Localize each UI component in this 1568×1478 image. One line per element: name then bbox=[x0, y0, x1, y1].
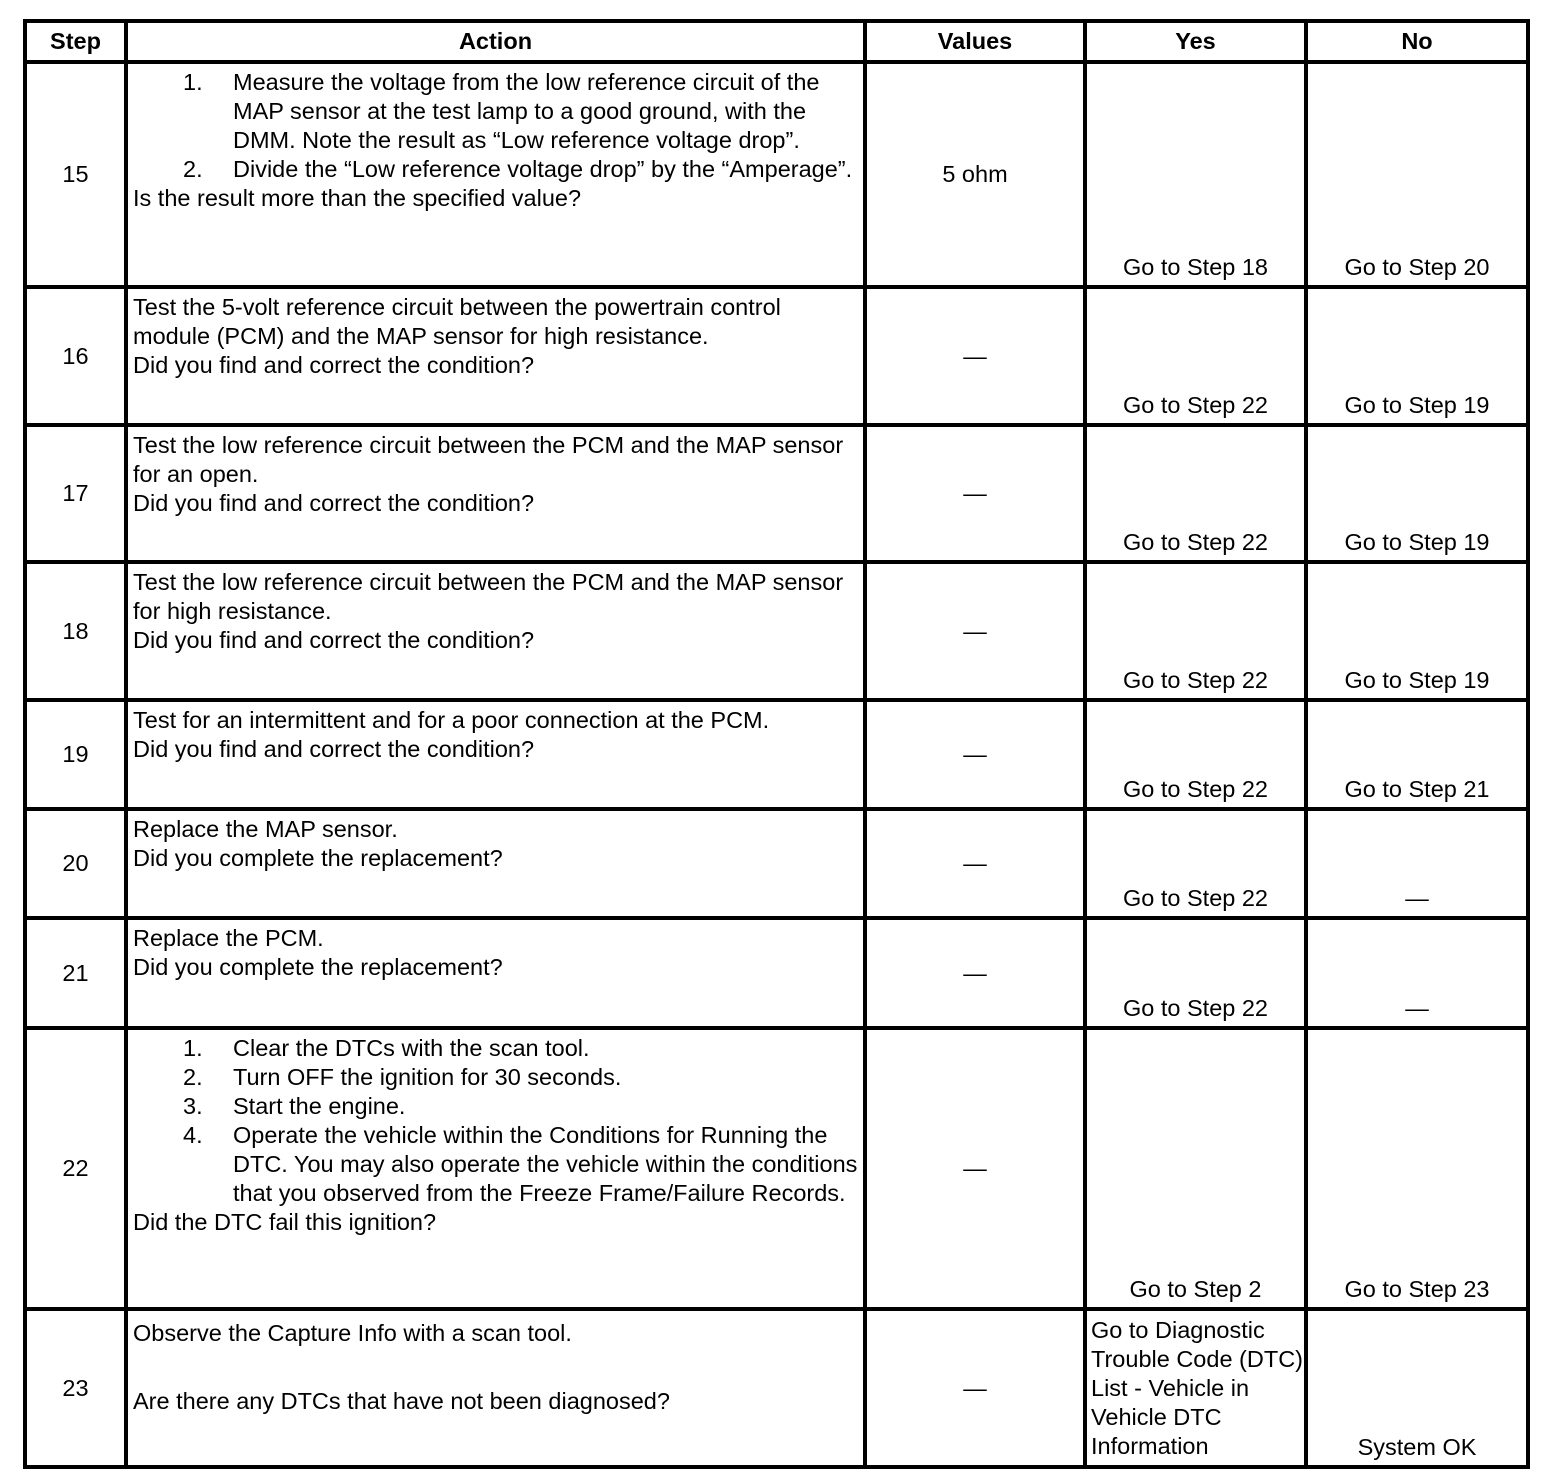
list-item: 2. Divide the “Low reference voltage drop” by the “Amperage”. bbox=[183, 156, 853, 182]
values-cell: — bbox=[865, 1028, 1085, 1309]
table-row bbox=[25, 809, 1528, 918]
header-values: Values bbox=[865, 21, 1085, 62]
list-item: 2. Turn OFF the ignition for 30 seconds. bbox=[183, 1064, 622, 1090]
step-number: 18 bbox=[25, 562, 126, 700]
header-step: Step bbox=[25, 21, 126, 62]
yes-cell: Go to Step 18 bbox=[1085, 62, 1306, 287]
step-number: 15 bbox=[25, 62, 126, 287]
header-action: Action bbox=[126, 21, 865, 62]
step-number: 16 bbox=[25, 287, 126, 425]
values-cell: — bbox=[865, 918, 1085, 1028]
table-row bbox=[25, 425, 1528, 562]
list-item: 1. Clear the DTCs with the scan tool. bbox=[183, 1035, 590, 1061]
no-cell: Go to Step 23 bbox=[1306, 1028, 1528, 1309]
list-item: 1. Measure the voltage from the low reference circuit of the MAP sensor at the test lamp to a good ground, with the DMM. Note the result as “Low reference voltage drop”. bbox=[183, 69, 820, 153]
action-cell bbox=[126, 62, 865, 287]
step-number: 20 bbox=[25, 809, 126, 918]
values-cell: — bbox=[865, 1309, 1085, 1467]
action-question: Did you complete the replacement? bbox=[133, 845, 503, 871]
step-number: 17 bbox=[25, 425, 126, 562]
action-list bbox=[133, 1034, 859, 1208]
action-question: Did you find and correct the condition? bbox=[133, 627, 535, 653]
action-text: Test the low reference circuit between the PCM and the MAP sensor for an open. bbox=[133, 432, 844, 487]
yes-cell: Go to Step 22 bbox=[1085, 287, 1306, 425]
values-cell: — bbox=[865, 809, 1085, 918]
action-text: Test for an intermittent and for a poor connection at the PCM. bbox=[133, 707, 770, 733]
yes-cell: Go to Diagnostic Trouble Code (DTC) List - Vehicle in Vehicle DTC Information bbox=[1085, 1309, 1306, 1467]
action-list bbox=[133, 68, 859, 184]
action-cell bbox=[126, 1028, 865, 1309]
action-question: Did you find and correct the condition? bbox=[133, 352, 535, 378]
yes-cell: Go to Step 22 bbox=[1085, 562, 1306, 700]
table-row bbox=[25, 1028, 1528, 1309]
header-no: No bbox=[1306, 21, 1528, 62]
yes-cell: Go to Step 22 bbox=[1085, 425, 1306, 562]
step-number: 22 bbox=[25, 1028, 126, 1309]
step-number: 21 bbox=[25, 918, 126, 1028]
action-question: Did you complete the replacement? bbox=[133, 954, 503, 980]
no-cell: Go to Step 21 bbox=[1306, 700, 1528, 809]
no-cell: — bbox=[1306, 809, 1528, 918]
action-text: Test the low reference circuit between the PCM and the MAP sensor for high resistance. bbox=[133, 569, 844, 624]
yes-cell: Go to Step 22 bbox=[1085, 809, 1306, 918]
action-cell bbox=[126, 562, 865, 700]
table-row bbox=[25, 562, 1528, 700]
action-text: Replace the PCM. bbox=[133, 925, 324, 951]
table-row bbox=[25, 1309, 1528, 1467]
action-text: Replace the MAP sensor. bbox=[133, 816, 398, 842]
yes-cell: Go to Step 22 bbox=[1085, 700, 1306, 809]
action-question: Did you find and correct the condition? bbox=[133, 736, 535, 762]
list-item: 3. Start the engine. bbox=[183, 1093, 406, 1119]
no-cell: Go to Step 20 bbox=[1306, 62, 1528, 287]
header-yes: Yes bbox=[1085, 21, 1306, 62]
table-row bbox=[25, 62, 1528, 287]
table-row bbox=[25, 287, 1528, 425]
yes-cell: Go to Step 2 bbox=[1085, 1028, 1306, 1309]
yes-cell: Go to Step 22 bbox=[1085, 918, 1306, 1028]
step-number: 23 bbox=[25, 1309, 126, 1467]
table-row bbox=[25, 918, 1528, 1028]
action-question: Is the result more than the specified value? bbox=[133, 185, 582, 211]
action-question: Are there any DTCs that have not been diagnosed? bbox=[133, 1388, 670, 1414]
no-cell: — bbox=[1306, 918, 1528, 1028]
action-question: Did the DTC fail this ignition? bbox=[133, 1209, 437, 1235]
action-cell bbox=[126, 809, 865, 918]
action-cell bbox=[126, 700, 865, 809]
diagnostic-table bbox=[23, 19, 1530, 1469]
action-cell bbox=[126, 425, 865, 562]
table-row bbox=[25, 700, 1528, 809]
step-number: 19 bbox=[25, 700, 126, 809]
values-cell: — bbox=[865, 287, 1085, 425]
no-cell: Go to Step 19 bbox=[1306, 425, 1528, 562]
no-cell: System OK bbox=[1306, 1309, 1528, 1467]
action-text: Test the 5-volt reference circuit between the powertrain control module (PCM) and the MAP sensor for high resistance. bbox=[133, 294, 781, 349]
values-cell: 5 ohm bbox=[865, 62, 1085, 287]
no-cell: Go to Step 19 bbox=[1306, 287, 1528, 425]
action-cell bbox=[126, 287, 865, 425]
action-cell bbox=[126, 1309, 865, 1467]
action-text: Observe the Capture Info with a scan tool. bbox=[133, 1320, 572, 1346]
values-cell: — bbox=[865, 562, 1085, 700]
header-row bbox=[25, 21, 1528, 62]
values-cell: — bbox=[865, 700, 1085, 809]
values-cell: — bbox=[865, 425, 1085, 562]
no-cell: Go to Step 19 bbox=[1306, 562, 1528, 700]
action-question: Did you find and correct the condition? bbox=[133, 490, 535, 516]
action-cell bbox=[126, 918, 865, 1028]
list-item: 4. Operate the vehicle within the Conditions for Running the DTC. You may also operate the vehicle within the conditions that you observed from the Freeze Frame/Failure Records. bbox=[183, 1122, 858, 1206]
